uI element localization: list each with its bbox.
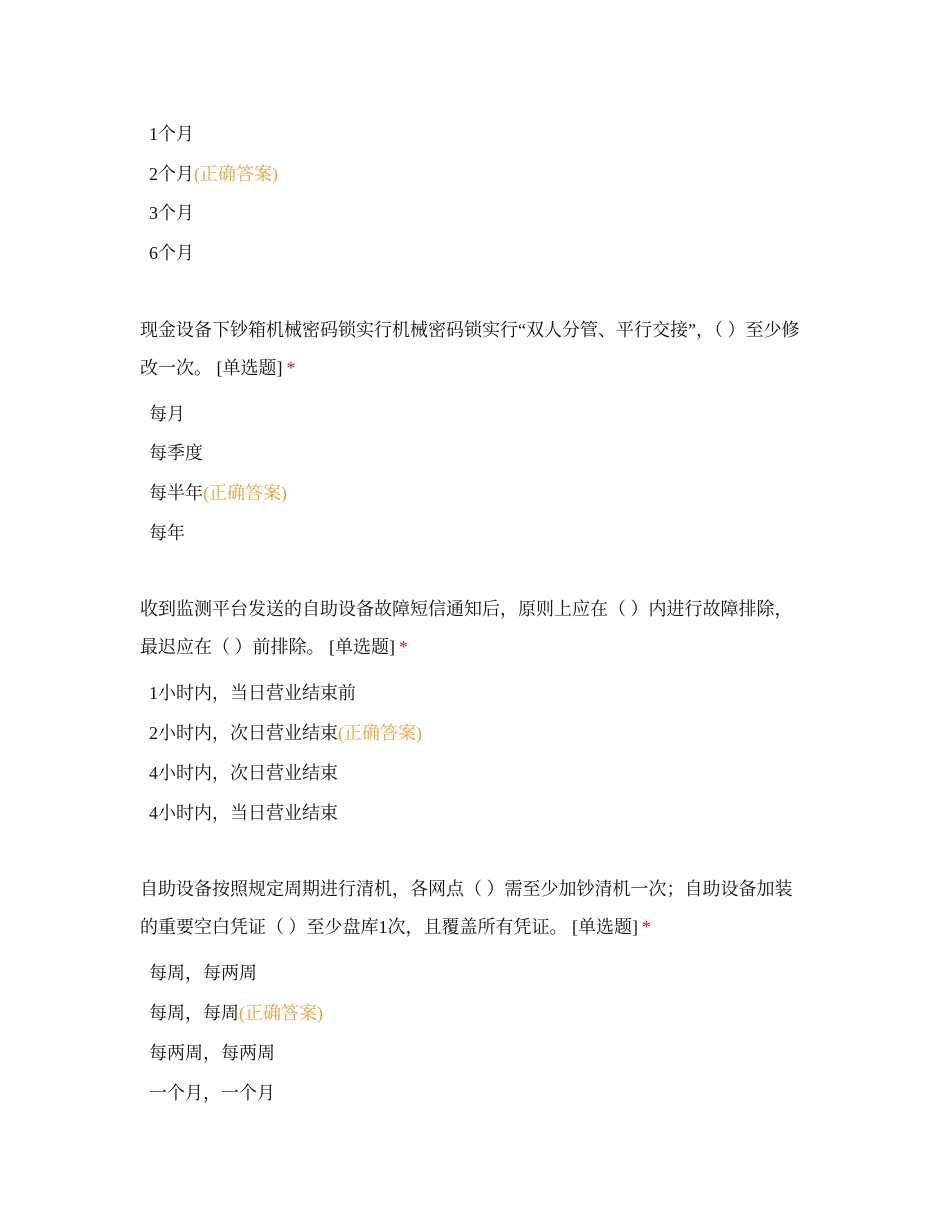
option-3-4[interactable]: 4小时内，当日营业结束	[149, 803, 338, 823]
option-2-3[interactable]: 每半年(正确答案)	[149, 483, 287, 503]
option-4-4[interactable]: 一个月，一个月	[149, 1083, 275, 1103]
option-2-2[interactable]: 每季度	[149, 443, 203, 463]
question-text: 现金设备下钞箱机械密码锁实行机械密码锁实行“双人分管、平行交接”，（ ）至少修改一次。 [单选题] *	[140, 320, 800, 378]
question-type: [单选题]	[216, 358, 283, 378]
correct-answer-label: (正确答案)	[338, 723, 422, 743]
option-4-3[interactable]: 每两周，每两周	[149, 1043, 275, 1063]
option-3-1[interactable]: 1小时内，当日营业结束前	[149, 683, 356, 703]
option-1-3[interactable]: 3个月	[149, 203, 194, 223]
question-text: 收到监测平台发送的自助设备故障短信通知后，原则上应在（ ）内进行故障排除，最迟应在（ ）前排除。 [单选题] *	[140, 599, 793, 657]
correct-answer-label: (正确答案)	[203, 483, 287, 503]
option-3-2[interactable]: 2小时内，次日营业结束(正确答案)	[149, 723, 422, 743]
correct-answer-label: (正确答案)	[239, 1003, 323, 1023]
question-type: [单选题]	[572, 917, 638, 937]
question-type: [单选题]	[329, 637, 395, 657]
option-1-4[interactable]: 6个月	[149, 243, 194, 263]
required-mark: *	[286, 358, 296, 378]
required-mark: *	[642, 917, 651, 937]
option-2-4[interactable]: 每年	[149, 523, 185, 543]
option-1-1[interactable]: 1个月	[149, 124, 194, 144]
required-mark: *	[399, 637, 408, 657]
option-1-2[interactable]: 2个月(正确答案)	[149, 164, 278, 184]
option-4-1[interactable]: 每周，每两周	[149, 963, 257, 983]
option-3-3[interactable]: 4小时内，次日营业结束	[149, 763, 338, 783]
correct-answer-label: (正确答案)	[194, 164, 278, 184]
option-4-2[interactable]: 每周，每周(正确答案)	[149, 1003, 323, 1023]
option-2-1[interactable]: 每月	[149, 404, 185, 424]
question-text: 自助设备按照规定周期进行清机，各网点（ ）需至少加钞清机一次；自助设备加装的重要空白凭证（ ）至少盘库1次，且覆盖所有凭证。 [单选题] *	[140, 879, 793, 937]
